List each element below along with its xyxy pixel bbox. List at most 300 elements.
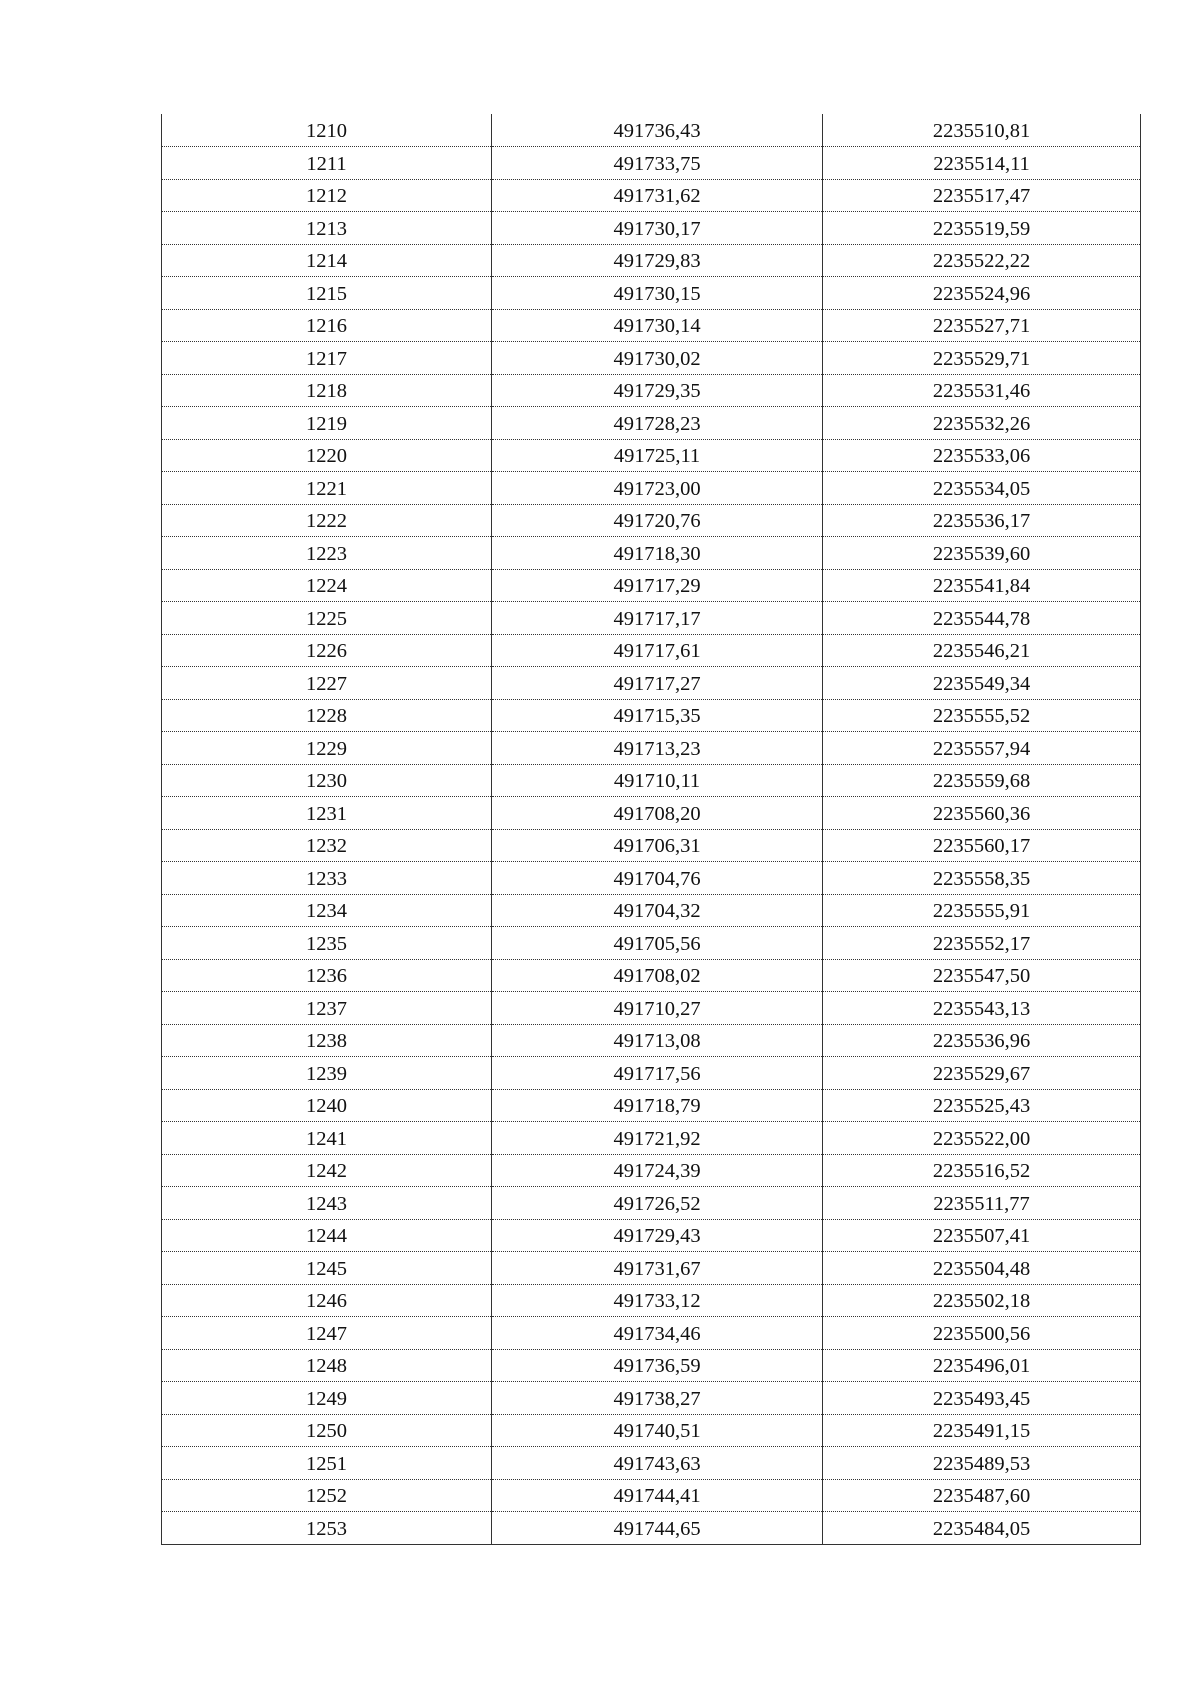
- cell-text: 491706,31: [613, 835, 701, 857]
- table-row: [162, 1414, 1141, 1447]
- table-row: [162, 309, 1141, 342]
- x-coordinate-cell: [492, 1057, 823, 1090]
- x-coordinate-cell: [492, 1187, 823, 1220]
- cell-text: 1244: [306, 1225, 347, 1247]
- table-row: [162, 504, 1141, 537]
- x-coordinate-cell: [492, 244, 823, 277]
- cell-text: 491717,29: [613, 575, 701, 597]
- table-row: [162, 602, 1141, 635]
- point-number-cell: [162, 1057, 492, 1090]
- cell-text: 1224: [306, 575, 347, 597]
- table-row: [162, 342, 1141, 375]
- y-coordinate-cell: [823, 147, 1141, 180]
- cell-text: 491717,61: [613, 640, 701, 662]
- table-row: [162, 1057, 1141, 1090]
- cell-text: 491708,02: [613, 965, 701, 987]
- point-number-cell: [162, 1382, 492, 1415]
- cell-text: 491733,12: [613, 1290, 701, 1312]
- cell-text: 491740,51: [613, 1420, 701, 1442]
- y-coordinate-cell: [823, 504, 1141, 537]
- x-coordinate-cell: [492, 1252, 823, 1285]
- cell-text: 491736,43: [613, 119, 701, 142]
- y-coordinate-cell: [823, 472, 1141, 505]
- y-coordinate-cell: [823, 1349, 1141, 1382]
- cell-text: 491729,43: [613, 1225, 701, 1247]
- cell-text: 491734,46: [613, 1322, 701, 1345]
- point-number-cell: [162, 1219, 492, 1252]
- cell-text: 491710,27: [613, 997, 701, 1020]
- cell-text: 2235559,68: [932, 770, 1031, 792]
- y-coordinate-cell: [823, 277, 1141, 310]
- cell-text: 2235529,71: [932, 347, 1031, 370]
- cell-text: 2235504,48: [932, 1257, 1031, 1280]
- cell-text: 491731,62: [613, 185, 701, 207]
- y-coordinate-cell: [823, 699, 1141, 732]
- cell-text: 2235496,01: [932, 1355, 1031, 1377]
- table-row: [162, 439, 1141, 472]
- cell-text: 491738,27: [613, 1387, 701, 1410]
- x-coordinate-cell: [492, 1382, 823, 1415]
- y-coordinate-cell: [823, 602, 1141, 635]
- cell-text: 491726,52: [613, 1192, 701, 1215]
- point-number-cell: [162, 634, 492, 667]
- y-coordinate-cell: [823, 1057, 1141, 1090]
- cell-text: 491704,32: [613, 900, 701, 922]
- table-row: [162, 1447, 1141, 1480]
- cell-text: 1241: [306, 1127, 347, 1150]
- cell-text: 1213: [306, 217, 347, 240]
- cell-text: 2235543,13: [932, 997, 1031, 1020]
- point-number-cell: [162, 537, 492, 570]
- y-coordinate-cell: [823, 1187, 1141, 1220]
- cell-text: 2235524,96: [932, 282, 1031, 305]
- y-coordinate-cell: [823, 1024, 1141, 1057]
- coordinates-table-body: [162, 114, 1141, 1544]
- cell-text: 491720,76: [613, 510, 701, 532]
- y-coordinate-cell: [823, 244, 1141, 277]
- table-row: [162, 114, 1141, 147]
- table-row: [162, 699, 1141, 732]
- x-coordinate-cell: [492, 212, 823, 245]
- x-coordinate-cell: [492, 1154, 823, 1187]
- cell-text: 491704,76: [613, 867, 701, 890]
- y-coordinate-cell: [823, 212, 1141, 245]
- table-row: [162, 1219, 1141, 1252]
- table-row: [162, 1187, 1141, 1220]
- x-coordinate-cell: [492, 537, 823, 570]
- cell-text: 491717,27: [613, 672, 701, 695]
- cell-text: 1223: [306, 542, 347, 565]
- cell-text: 1228: [306, 705, 347, 727]
- point-number-cell: [162, 569, 492, 602]
- table-row: [162, 147, 1141, 180]
- cell-text: 1245: [306, 1257, 347, 1280]
- point-number-cell: [162, 439, 492, 472]
- cell-text: 2235557,94: [932, 737, 1031, 760]
- y-coordinate-cell: [823, 1414, 1141, 1447]
- x-coordinate-cell: [492, 309, 823, 342]
- cell-text: 1250: [306, 1420, 347, 1442]
- point-number-cell: [162, 1187, 492, 1220]
- cell-text: 1247: [306, 1322, 347, 1345]
- y-coordinate-cell: [823, 1284, 1141, 1317]
- point-number-cell: [162, 1414, 492, 1447]
- cell-text: 1233: [306, 867, 347, 890]
- cell-text: 491744,41: [613, 1485, 701, 1507]
- cell-text: 1226: [306, 640, 347, 662]
- y-coordinate-cell: [823, 537, 1141, 570]
- cell-text: 491710,11: [613, 770, 701, 792]
- cell-text: 2235558,35: [932, 867, 1031, 890]
- x-coordinate-cell: [492, 894, 823, 927]
- y-coordinate-cell: [823, 634, 1141, 667]
- y-coordinate-cell: [823, 407, 1141, 440]
- y-coordinate-cell: [823, 1479, 1141, 1512]
- cell-text: 491730,15: [613, 282, 701, 305]
- cell-text: 491723,00: [613, 477, 701, 500]
- cell-text: 1240: [306, 1095, 347, 1117]
- cell-text: 491717,17: [613, 607, 701, 630]
- x-coordinate-cell: [492, 342, 823, 375]
- y-coordinate-cell: [823, 797, 1141, 830]
- x-coordinate-cell: [492, 1122, 823, 1155]
- x-coordinate-cell: [492, 277, 823, 310]
- cell-text: 2235549,34: [932, 672, 1031, 695]
- cell-text: 1238: [306, 1030, 347, 1052]
- x-coordinate-cell: [492, 439, 823, 472]
- cell-text: 1211: [306, 152, 347, 175]
- x-coordinate-cell: [492, 569, 823, 602]
- cell-text: 1229: [306, 737, 347, 760]
- cell-text: 1235: [306, 932, 347, 955]
- table-row: [162, 1284, 1141, 1317]
- cell-text: 491743,63: [613, 1452, 701, 1475]
- cell-text: 1248: [306, 1355, 347, 1377]
- cell-text: 1252: [306, 1485, 347, 1507]
- cell-text: 1227: [306, 672, 347, 695]
- table-row: [162, 634, 1141, 667]
- y-coordinate-cell: [823, 342, 1141, 375]
- point-number-cell: [162, 1089, 492, 1122]
- point-number-cell: [162, 862, 492, 895]
- cell-text: 1232: [306, 835, 347, 857]
- cell-text: 2235544,78: [932, 607, 1031, 630]
- cell-text: 2235547,50: [932, 965, 1031, 987]
- point-number-cell: [162, 114, 492, 147]
- cell-text: 491717,56: [613, 1062, 701, 1085]
- cell-text: 491730,02: [613, 347, 701, 370]
- y-coordinate-cell: [823, 992, 1141, 1025]
- point-number-cell: [162, 147, 492, 180]
- point-number-cell: [162, 407, 492, 440]
- y-coordinate-cell: [823, 764, 1141, 797]
- cell-text: 1220: [306, 445, 347, 467]
- x-coordinate-cell: [492, 764, 823, 797]
- cell-text: 2235536,96: [932, 1030, 1031, 1052]
- table-row: [162, 829, 1141, 862]
- x-coordinate-cell: [492, 374, 823, 407]
- x-coordinate-cell: [492, 829, 823, 862]
- cell-text: 491731,67: [613, 1257, 701, 1280]
- point-number-cell: [162, 732, 492, 765]
- cell-text: 2235510,81: [932, 119, 1031, 142]
- point-number-cell: [162, 1284, 492, 1317]
- cell-text: 491713,08: [613, 1030, 701, 1052]
- x-coordinate-cell: [492, 1447, 823, 1480]
- y-coordinate-cell: [823, 1447, 1141, 1480]
- cell-text: 2235533,06: [932, 445, 1031, 467]
- table-row: [162, 1382, 1141, 1415]
- point-number-cell: [162, 1024, 492, 1057]
- point-number-cell: [162, 667, 492, 700]
- y-coordinate-cell: [823, 927, 1141, 960]
- table-row: [162, 1252, 1141, 1285]
- cell-text: 1231: [306, 802, 347, 825]
- x-coordinate-cell: [492, 732, 823, 765]
- table-row: [162, 1154, 1141, 1187]
- table-row: [162, 1024, 1141, 1057]
- x-coordinate-cell: [492, 1089, 823, 1122]
- cell-text: 2235484,05: [932, 1517, 1031, 1540]
- y-coordinate-cell: [823, 1382, 1141, 1415]
- cell-text: 2235560,17: [932, 835, 1031, 857]
- y-coordinate-cell: [823, 114, 1141, 147]
- cell-text: 2235522,00: [932, 1127, 1031, 1150]
- x-coordinate-cell: [492, 1219, 823, 1252]
- x-coordinate-cell: [492, 797, 823, 830]
- cell-text: 2235546,21: [932, 640, 1031, 662]
- x-coordinate-cell: [492, 634, 823, 667]
- cell-text: 2235536,17: [932, 510, 1031, 532]
- y-coordinate-cell: [823, 1252, 1141, 1285]
- cell-text: 1218: [306, 380, 347, 402]
- x-coordinate-cell: [492, 504, 823, 537]
- cell-text: 2235522,22: [932, 250, 1031, 272]
- cell-text: 1219: [306, 412, 347, 435]
- x-coordinate-cell: [492, 1024, 823, 1057]
- table-row: [162, 797, 1141, 830]
- table-row: [162, 732, 1141, 765]
- cell-text: 2235517,47: [932, 185, 1031, 207]
- x-coordinate-cell: [492, 407, 823, 440]
- x-coordinate-cell: [492, 602, 823, 635]
- point-number-cell: [162, 179, 492, 212]
- cell-text: 2235491,15: [932, 1420, 1031, 1442]
- table-row: [162, 569, 1141, 602]
- point-number-cell: [162, 342, 492, 375]
- point-number-cell: [162, 894, 492, 927]
- cell-text: 2235502,18: [932, 1290, 1031, 1312]
- cell-text: 1230: [306, 770, 347, 792]
- cell-text: 2235489,53: [932, 1452, 1031, 1475]
- x-coordinate-cell: [492, 992, 823, 1025]
- table-row: [162, 667, 1141, 700]
- cell-text: 2235555,52: [932, 705, 1031, 727]
- cell-text: 1237: [306, 997, 347, 1020]
- cell-text: 1214: [306, 250, 347, 272]
- y-coordinate-cell: [823, 1089, 1141, 1122]
- y-coordinate-cell: [823, 374, 1141, 407]
- coordinates-table: [161, 114, 1141, 1545]
- cell-text: 2235500,56: [932, 1322, 1031, 1345]
- y-coordinate-cell: [823, 569, 1141, 602]
- cell-text: 2235539,60: [932, 542, 1031, 565]
- point-number-cell: [162, 699, 492, 732]
- y-coordinate-cell: [823, 667, 1141, 700]
- table-row: [162, 862, 1141, 895]
- point-number-cell: [162, 1252, 492, 1285]
- cell-text: 1222: [306, 510, 347, 532]
- table-row: [162, 1479, 1141, 1512]
- table-row: [162, 244, 1141, 277]
- table-row: [162, 374, 1141, 407]
- point-number-cell: [162, 1317, 492, 1350]
- y-coordinate-cell: [823, 439, 1141, 472]
- cell-text: 2235493,45: [932, 1387, 1031, 1410]
- cell-text: 491729,83: [613, 250, 701, 272]
- point-number-cell: [162, 309, 492, 342]
- cell-text: 491725,11: [613, 445, 701, 467]
- point-number-cell: [162, 1512, 492, 1545]
- cell-text: 491718,79: [613, 1095, 701, 1117]
- cell-text: 2235514,11: [933, 152, 1030, 175]
- point-number-cell: [162, 472, 492, 505]
- point-number-cell: [162, 212, 492, 245]
- table-row: [162, 959, 1141, 992]
- cell-text: 2235511,77: [933, 1192, 1030, 1215]
- cell-text: 1212: [306, 185, 347, 207]
- point-number-cell: [162, 959, 492, 992]
- cell-text: 1236: [306, 965, 347, 987]
- x-coordinate-cell: [492, 699, 823, 732]
- cell-text: 1253: [306, 1517, 347, 1540]
- table-row: [162, 472, 1141, 505]
- y-coordinate-cell: [823, 1317, 1141, 1350]
- x-coordinate-cell: [492, 472, 823, 505]
- cell-text: 1251: [306, 1452, 347, 1475]
- table-row: [162, 927, 1141, 960]
- point-number-cell: [162, 797, 492, 830]
- table-row: [162, 277, 1141, 310]
- cell-text: 491730,17: [613, 217, 701, 240]
- table-row: [162, 407, 1141, 440]
- table-row: [162, 1349, 1141, 1382]
- x-coordinate-cell: [492, 114, 823, 147]
- table-row: [162, 179, 1141, 212]
- table-row: [162, 1122, 1141, 1155]
- y-coordinate-cell: [823, 732, 1141, 765]
- cell-text: 2235532,26: [932, 412, 1031, 435]
- table-row: [162, 537, 1141, 570]
- y-coordinate-cell: [823, 1219, 1141, 1252]
- y-coordinate-cell: [823, 959, 1141, 992]
- point-number-cell: [162, 1154, 492, 1187]
- y-coordinate-cell: [823, 1122, 1141, 1155]
- cell-text: 491713,23: [613, 737, 701, 760]
- cell-text: 2235507,41: [932, 1225, 1031, 1247]
- cell-text: 2235560,36: [932, 802, 1031, 825]
- cell-text: 1225: [306, 607, 347, 630]
- cell-text: 1242: [306, 1160, 347, 1182]
- table-row: [162, 1317, 1141, 1350]
- point-number-cell: [162, 829, 492, 862]
- cell-text: 2235555,91: [932, 900, 1031, 922]
- point-number-cell: [162, 1122, 492, 1155]
- cell-text: 491733,75: [613, 152, 701, 175]
- cell-text: 491715,35: [613, 705, 701, 727]
- cell-text: 491730,14: [613, 315, 701, 337]
- x-coordinate-cell: [492, 147, 823, 180]
- cell-text: 2235552,17: [932, 932, 1031, 955]
- table-row: [162, 212, 1141, 245]
- x-coordinate-cell: [492, 1512, 823, 1545]
- point-number-cell: [162, 1349, 492, 1382]
- x-coordinate-cell: [492, 1479, 823, 1512]
- point-number-cell: [162, 992, 492, 1025]
- point-number-cell: [162, 1447, 492, 1480]
- x-coordinate-cell: [492, 1349, 823, 1382]
- y-coordinate-cell: [823, 309, 1141, 342]
- x-coordinate-cell: [492, 179, 823, 212]
- y-coordinate-cell: [823, 1154, 1141, 1187]
- cell-text: 491724,39: [613, 1160, 701, 1182]
- x-coordinate-cell: [492, 1284, 823, 1317]
- cell-text: 2235534,05: [932, 477, 1031, 500]
- cell-text: 2235531,46: [932, 380, 1031, 402]
- cell-text: 2235516,52: [932, 1160, 1031, 1182]
- cell-text: 491721,92: [613, 1127, 701, 1150]
- cell-text: 2235487,60: [932, 1485, 1031, 1507]
- point-number-cell: [162, 602, 492, 635]
- point-number-cell: [162, 927, 492, 960]
- cell-text: 1221: [306, 477, 347, 500]
- table-row: [162, 1089, 1141, 1122]
- point-number-cell: [162, 374, 492, 407]
- table-row: [162, 764, 1141, 797]
- cell-text: 2235527,71: [932, 315, 1031, 337]
- table-row: [162, 1512, 1141, 1545]
- table-row: [162, 992, 1141, 1025]
- cell-text: 1234: [306, 900, 347, 922]
- cell-text: 1239: [306, 1062, 347, 1085]
- cell-text: 1243: [306, 1192, 347, 1215]
- cell-text: 1246: [306, 1290, 347, 1312]
- point-number-cell: [162, 764, 492, 797]
- x-coordinate-cell: [492, 862, 823, 895]
- cell-text: 2235519,59: [932, 217, 1031, 240]
- y-coordinate-cell: [823, 1512, 1141, 1545]
- cell-text: 491718,30: [613, 542, 701, 565]
- table-row: [162, 894, 1141, 927]
- cell-text: 491708,20: [613, 802, 701, 825]
- cell-text: 2235541,84: [932, 575, 1031, 597]
- y-coordinate-cell: [823, 862, 1141, 895]
- point-number-cell: [162, 1479, 492, 1512]
- x-coordinate-cell: [492, 667, 823, 700]
- cell-text: 1216: [306, 315, 347, 337]
- cell-text: 2235525,43: [932, 1095, 1031, 1117]
- point-number-cell: [162, 244, 492, 277]
- cell-text: 491705,56: [613, 932, 701, 955]
- cell-text: 2235529,67: [932, 1062, 1031, 1085]
- x-coordinate-cell: [492, 927, 823, 960]
- cell-text: 1217: [306, 347, 347, 370]
- cell-text: 491744,65: [613, 1517, 701, 1540]
- cell-text: 1210: [306, 119, 347, 142]
- y-coordinate-cell: [823, 829, 1141, 862]
- x-coordinate-cell: [492, 1317, 823, 1350]
- cell-text: 1215: [306, 282, 347, 305]
